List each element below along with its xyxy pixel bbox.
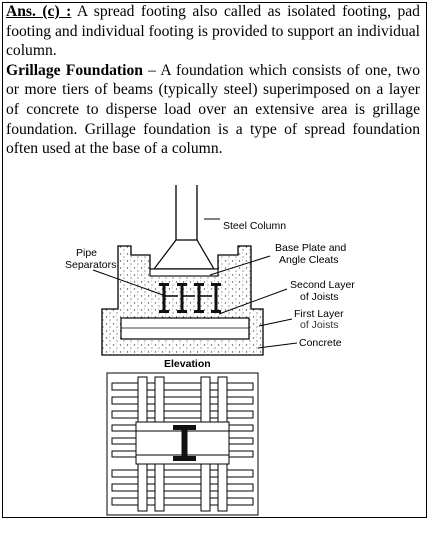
answer-prefix: Ans. (c) : bbox=[6, 3, 72, 20]
concrete-label: Concrete bbox=[299, 337, 342, 349]
base-plate bbox=[150, 269, 218, 276]
first-layer-label-1: First Layer bbox=[294, 308, 344, 320]
steel-column-label: Steel Column bbox=[223, 220, 287, 232]
second-layer-label-2: of Joists bbox=[300, 291, 339, 303]
first-layer-joists bbox=[121, 318, 249, 339]
pipe-separators-label-2: Separators bbox=[65, 259, 117, 271]
base-plate-label-2: Angle Cleats bbox=[279, 254, 339, 266]
base-plate-taper bbox=[154, 240, 214, 269]
grillage-definition: – A foundation which consists of one, two or more tiers of beams (typically steel) superimposed on a layer of concrete to disperse load over an extensive area is grillage foundation. Grillage foundation is a type of spread foundation often used at the base of a column. bbox=[6, 61, 420, 158]
steel-column bbox=[176, 185, 197, 240]
base-plate-label-1: Base Plate and bbox=[275, 242, 347, 254]
pipe-separators-label-1: Pipe bbox=[76, 247, 98, 259]
second-layer-label-1: Second Layer bbox=[290, 279, 355, 291]
first-layer-label-2: of Joists bbox=[300, 319, 339, 331]
elevation-label: Elevation bbox=[164, 358, 211, 370]
grillage-term: Grillage Foundation bbox=[6, 61, 143, 79]
answer-text: A spread footing also called as isolated footing, pad footing and individual footing is provided to support an individual column. bbox=[6, 3, 420, 60]
